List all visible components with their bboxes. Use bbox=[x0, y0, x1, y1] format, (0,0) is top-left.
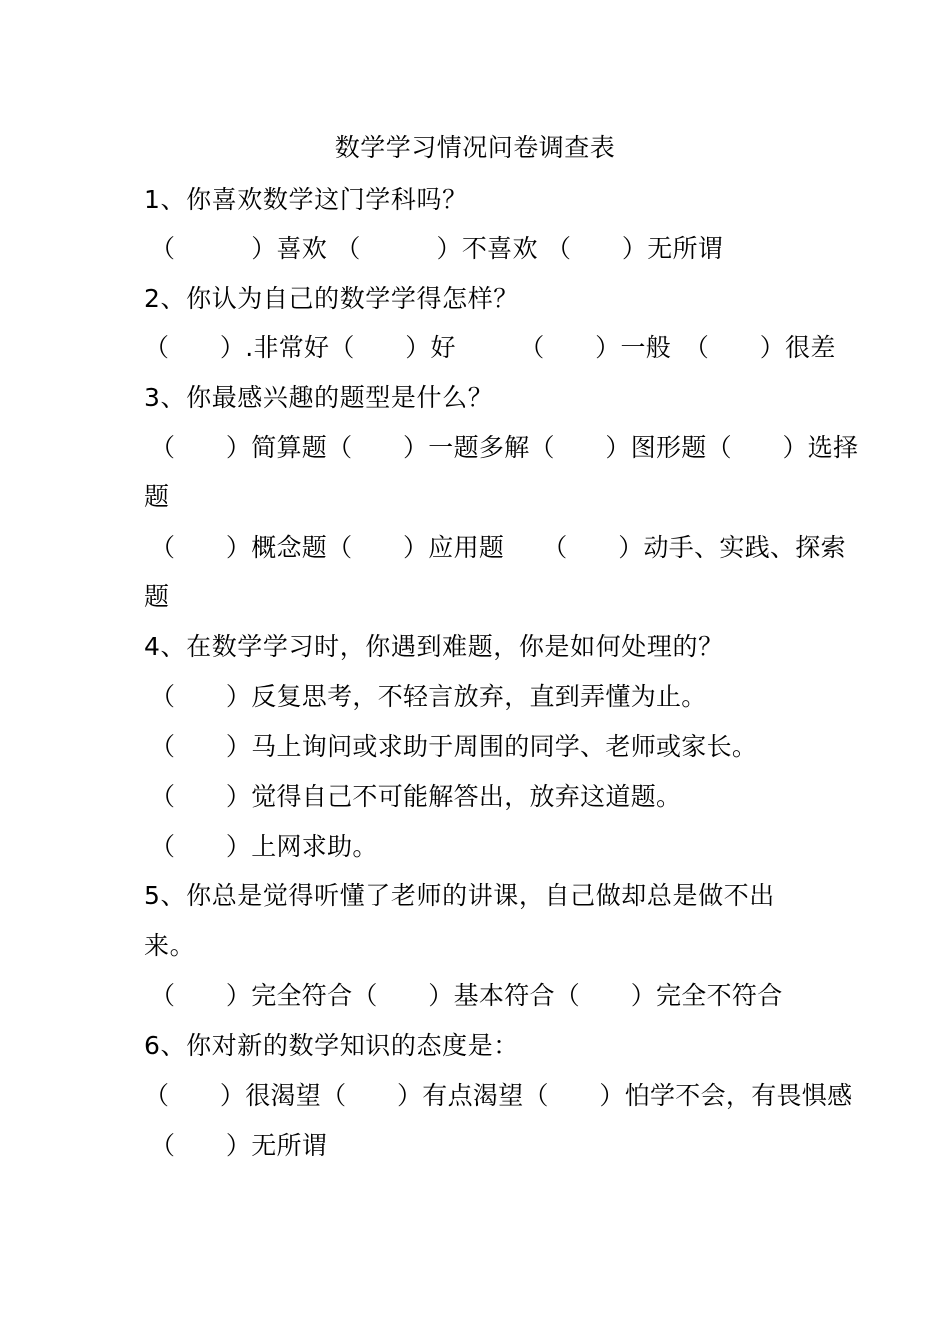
document-title: 数学学习情况问卷调查表 bbox=[334, 133, 616, 162]
question-4: 4、在数学学习时，你遇到难题，你是如何处理的？ bbox=[144, 632, 724, 661]
question-3-options-row-1: （ ）简算题（ ）一题多解（ ）图形题（ ）选择 bbox=[150, 433, 859, 462]
question-6: 6、你对新的数学知识的态度是： bbox=[144, 1031, 519, 1060]
question-4-option-d: （ ）上网求助。 bbox=[150, 832, 378, 861]
question-4-option-c: （ ）觉得自己不可能解答出，放弃这道题。 bbox=[150, 782, 682, 811]
question-6-options-row-1: （ ）很渴望（ ）有点渴望（ ）怕学不会，有畏惧感 bbox=[144, 1081, 853, 1110]
question-5: 5、你总是觉得听懂了老师的讲课，自己做却总是做不出 bbox=[144, 881, 775, 910]
question-1-options: （ ）喜欢 （ ）不喜欢 （ ）无所谓 bbox=[150, 234, 724, 263]
question-3-options-row-2: （ ）概念题（ ）应用题 （ ）动手、实践、探索 bbox=[150, 533, 846, 562]
question-2: 2、你认为自己的数学学得怎样？ bbox=[144, 284, 519, 313]
question-2-options: （ ）.非常好（ ）好 （ ）一般 （ ）很差 bbox=[144, 333, 836, 362]
question-3: 3、你最感兴趣的题型是什么？ bbox=[144, 383, 494, 412]
question-3-options-row-1-wrap: 题 bbox=[144, 482, 170, 511]
question-5-wrap: 来。 bbox=[144, 931, 196, 960]
question-3-options-row-2-wrap: 题 bbox=[144, 582, 170, 611]
question-4-option-a: （ ）反复思考，不轻言放弃，直到弄懂为止。 bbox=[150, 682, 707, 711]
question-5-options: （ ）完全符合（ ）基本符合（ ）完全不符合 bbox=[150, 981, 783, 1010]
question-1: 1、你喜欢数学这门学科吗？ bbox=[144, 185, 468, 214]
question-4-option-b: （ ）马上询问或求助于周围的同学、老师或家长。 bbox=[150, 732, 758, 761]
question-6-options-row-2: （ ）无所谓 bbox=[150, 1131, 328, 1160]
